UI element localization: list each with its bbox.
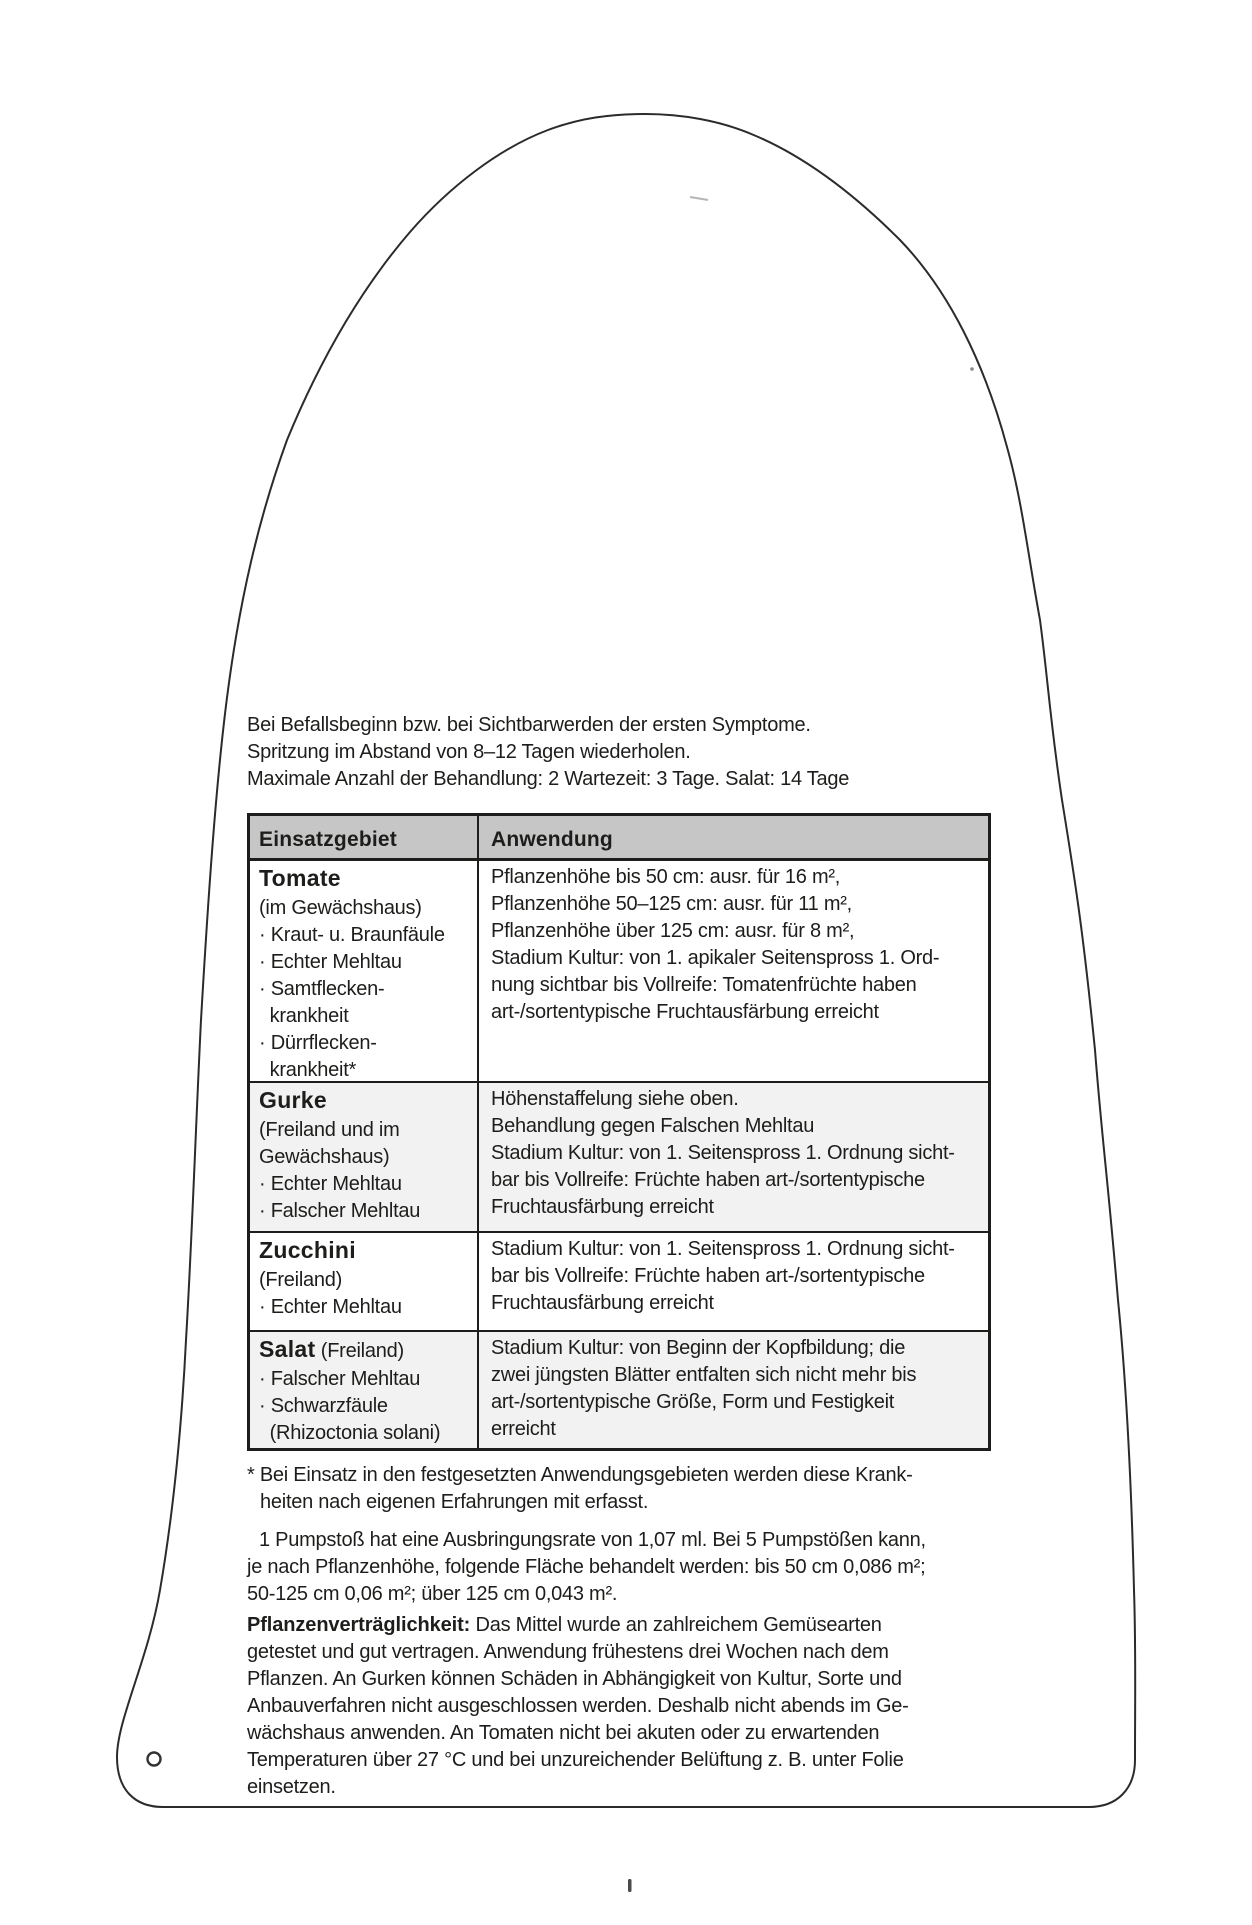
application-intro (247, 712, 993, 793)
text-line: · Dürrflecken- (259, 1032, 377, 1054)
text-line: Temperaturen über 27 °C und bei unzureichender Belüftung z. B. unter Folie (247, 1749, 904, 1771)
text-line: Gewächshaus) (259, 1146, 390, 1168)
text-line: Maximale Anzahl der Behandlung: 2 Wartezeit: 3 Tage. Salat: 14 Tage (247, 768, 850, 790)
text-line: 50-125 cm 0,06 m²; über 125 cm 0,043 m². (247, 1583, 618, 1605)
scan-artifact-dash (690, 197, 708, 200)
text-line: Spritzung im Abstand von 8–12 Tagen wiederholen. (247, 741, 691, 763)
text-line: Pflanzenhöhe über 125 cm: ausr. für 8 m², (491, 920, 855, 942)
text-line: Fruchtausfärbung erreicht (491, 1196, 714, 1218)
crop-diseases (259, 1267, 471, 1321)
text-line: · Falscher Mehltau (259, 1368, 421, 1390)
text-line: je nach Pflanzenhöhe, folgende Fläche behandelt werden: bis 50 cm 0,086 m²; (247, 1556, 926, 1578)
text-line: · Kraut- u. Braunfäule (259, 924, 445, 946)
text-line: Pflanzen. An Gurken können Schäden in Abhängigkeit von Kultur, Sorte und (247, 1668, 902, 1690)
text-line: (Freiland) (259, 1269, 343, 1291)
text-line: zwei jüngsten Blätter entfalten sich nicht mehr bis (491, 1364, 917, 1386)
crop-diseases (259, 895, 471, 1081)
text-line: art-/sortentypische Fruchtausfärbung erreicht (491, 1001, 879, 1023)
text-line: · Echter Mehltau (259, 1296, 402, 1318)
text-line: · Falscher Mehltau (259, 1200, 421, 1222)
text-line: einsetzen. (247, 1776, 336, 1798)
scan-artifact-dot (970, 367, 974, 371)
text-line: · Schwarzfäule (259, 1395, 388, 1417)
label-text-block (247, 712, 993, 1801)
application-table (247, 813, 991, 1451)
text-line: Anbauverfahren nicht ausgeschlossen werden. Deshalb nicht abends im Ge- (247, 1695, 909, 1717)
tolerance-body (247, 1639, 993, 1801)
text-line: (Rhizoctonia solani) (259, 1422, 441, 1444)
text-line: * Bei Einsatz in den festgesetzten Anwendungsgebieten werden diese Krank- (247, 1464, 913, 1486)
tolerance-heading: Pflanzenverträglichkeit: (247, 1614, 471, 1636)
usage-cell (479, 1332, 988, 1448)
text-line: Stadium Kultur: von Beginn der Kopfbildung; die (491, 1337, 906, 1359)
text-line: · Samtflecken- (259, 978, 385, 1000)
text-line: Pflanzenhöhe bis 50 cm: ausr. für 16 m², (491, 866, 841, 888)
text-line: art-/sortentypische Größe, Form und Festigkeit (491, 1391, 895, 1413)
crop-diseases (259, 1117, 471, 1225)
text-line: bar bis Vollreife: Früchte haben art-/sortentypische (491, 1169, 925, 1191)
text-line: nung sichtbar bis Vollreife: Tomatenfrüchte haben (491, 974, 917, 996)
tolerance-first-line: Das Mittel wurde an zahlreichem Gemüsearten (470, 1614, 882, 1636)
punch-hole-mark (148, 1753, 161, 1766)
crop-cell (250, 1083, 479, 1231)
table-header-einsatzgebiet: Einsatzgebiet (250, 816, 479, 858)
text-line: · Echter Mehltau (259, 1173, 402, 1195)
tolerance-paragraph (247, 1612, 993, 1801)
print-registration-tick (628, 1879, 632, 1892)
text-line: Pflanzenhöhe 50–125 cm: ausr. für 11 m², (491, 893, 852, 915)
table-row-salat (250, 1330, 988, 1448)
text-line: wächshaus anwenden. An Tomaten nicht bei akuten oder zu erwartenden (247, 1722, 880, 1744)
table-header-row (250, 816, 988, 861)
crop-cell (250, 1233, 479, 1330)
footnote (247, 1462, 993, 1516)
table-header-anwendung: Anwendung (491, 828, 613, 851)
text-line: Behandlung gegen Falschen Mehltau (491, 1115, 815, 1137)
text-line: · Echter Mehltau (259, 951, 402, 973)
text-line: (im Gewächshaus) (259, 897, 422, 919)
dosage-paragraph (247, 1527, 993, 1608)
crop-diseases (259, 1366, 471, 1447)
crop-title: Tomate (259, 865, 341, 891)
table-row-zucchini (250, 1231, 988, 1330)
text-line: Fruchtausfärbung erreicht (491, 1292, 714, 1314)
usage-cell (479, 1083, 988, 1231)
text-line: krankheit* (259, 1059, 357, 1081)
crop-title: Gurke (259, 1087, 327, 1113)
text-line: Stadium Kultur: von 1. apikaler Seitenspross 1. Ord- (491, 947, 940, 969)
usage-cell (479, 861, 988, 1081)
text-line: (Freiland und im (259, 1119, 400, 1141)
text-line: getestet und gut vertragen. Anwendung frühestens drei Wochen nach dem (247, 1641, 889, 1663)
table-row-tomate (250, 861, 988, 1081)
table-row-gurke (250, 1081, 988, 1231)
text-line: heiten nach eigenen Erfahrungen mit erfasst. (260, 1491, 649, 1513)
text-line: Höhenstaffelung siehe oben. (491, 1088, 739, 1110)
crop-title: Salat (259, 1336, 316, 1362)
text-line: 1 Pumpstoß hat eine Ausbringungsrate von 1,07 ml. Bei 5 Pumpstößen kann, (259, 1529, 926, 1551)
crop-cell (250, 861, 479, 1081)
usage-cell (479, 1233, 988, 1330)
text-line: Bei Befallsbeginn bzw. bei Sichtbarwerden der ersten Symptome. (247, 714, 811, 736)
crop-cell (250, 1332, 479, 1448)
crop-title: Zucchini (259, 1237, 356, 1263)
crop-title-suffix: (Freiland) (315, 1340, 404, 1362)
text-line: Stadium Kultur: von 1. Seitenspross 1. Ordnung sicht- (491, 1142, 955, 1164)
text-line: krankheit (259, 1005, 349, 1027)
text-line: erreicht (491, 1418, 556, 1440)
text-line: Stadium Kultur: von 1. Seitenspross 1. Ordnung sicht- (491, 1238, 955, 1260)
text-line: bar bis Vollreife: Früchte haben art-/sortentypische (491, 1265, 925, 1287)
